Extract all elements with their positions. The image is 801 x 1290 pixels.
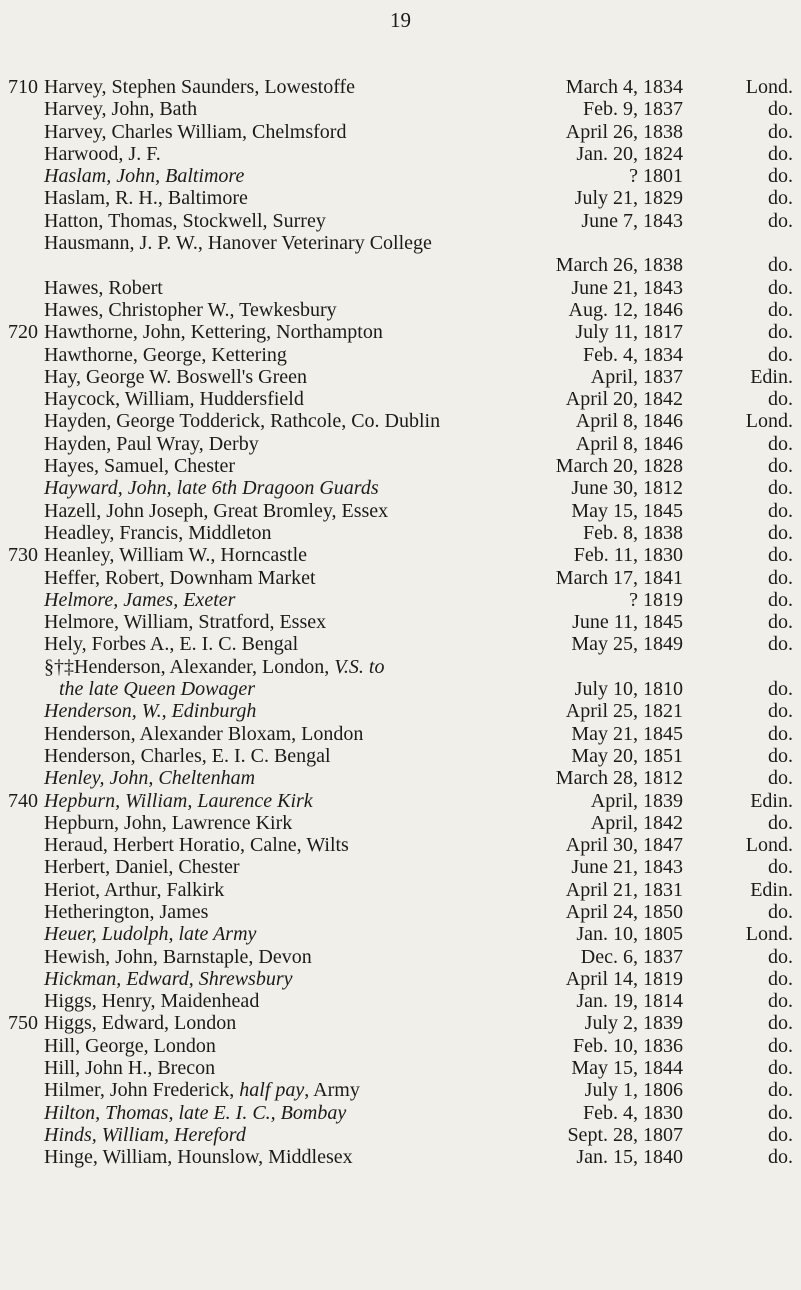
entry-number: 710 [8,76,38,98]
entry-date: Sept. 28, 1807 [567,1123,683,1146]
entry-name: Herbert, Daniel, Chester [44,856,240,879]
entry-name: Hawthorne, John, Kettering, Northampton [44,321,383,344]
entry-origin: do. [768,388,793,411]
entry-origin: do. [768,209,793,232]
entry-origin: do. [768,1123,793,1146]
entry-origin: do. [768,455,793,478]
entry-origin: Lond. [745,923,793,946]
entry-date: July 10, 1810 [574,678,683,701]
entry-date: May 15, 1844 [571,1057,683,1080]
entry-date: April 8, 1846 [575,410,683,433]
entry-name: Henderson, W., Edinburgh [44,700,257,723]
register-entry [0,76,801,98]
register-entry [0,388,801,410]
entry-origin: do. [768,967,793,990]
entry-name: Hatton, Thomas, Stockwell, Surrey [44,209,326,232]
register-entry [0,923,801,945]
entry-origin: do. [768,120,793,143]
entry-origin: do. [768,900,793,923]
entry-name: Hely, Forbes A., E. I. C. Bengal [44,633,299,656]
page-number: 19 [390,8,411,32]
entry-date: May 25, 1849 [571,633,683,656]
entry-origin: do. [768,767,793,790]
register-entry [0,567,801,589]
entry-origin: do. [768,811,793,834]
entry-date: July 2, 1839 [584,1012,683,1035]
entry-name: Hilton, Thomas, late E. I. C., Bombay [44,1101,347,1124]
entry-name: Haslam, R. H., Baltimore [44,187,248,210]
register-list [0,76,801,1169]
register-entry [0,723,801,745]
entry-date: April, 1837 [590,365,683,388]
entry-date: March 28, 1812 [555,767,683,790]
register-entry [0,812,801,834]
entry-name: Hilmer, John Frederick, half pay, Army [44,1079,360,1102]
entry-origin: do. [768,477,793,500]
entry-date: June 21, 1843 [571,856,683,879]
entry-name: Hawthorne, George, Kettering [44,343,287,366]
entry-date: Aug. 12, 1846 [568,298,683,321]
register-entry [0,433,801,455]
entry-date: April 14, 1819 [565,967,683,990]
entry-date: Jan. 15, 1840 [576,1146,683,1169]
entry-origin: do. [768,700,793,723]
entry-date: April 26, 1838 [565,120,683,143]
entry-date: March 20, 1828 [555,455,683,478]
entry-origin: do. [768,98,793,121]
entry-origin: do. [768,521,793,544]
entry-date: April 25, 1821 [565,700,683,723]
entry-name: Hewish, John, Barnstaple, Devon [44,945,312,968]
register-entry [0,410,801,432]
entry-name: Harvey, John, Bath [44,98,198,121]
entry-name: Hay, George W. Boswell's Green [44,365,307,388]
entry-origin: Edin. [750,789,793,812]
entry-date: April 21, 1831 [565,878,683,901]
register-entry [0,611,801,633]
entry-name: Hayes, Samuel, Chester [44,455,236,478]
register-entry [0,1057,801,1079]
register-entry [0,678,801,700]
entry-date: Feb. 11, 1830 [573,544,683,567]
entry-date: April, 1839 [590,789,683,812]
entry-name: Hausmann, J. P. W., Hanover Veterinary College [44,232,432,255]
entry-date: Feb. 10, 1836 [573,1034,683,1057]
register-entry [0,1146,801,1168]
entry-origin: do. [768,1034,793,1057]
entry-name: Helmore, James, Exeter [44,588,236,611]
entry-name: Haslam, John, Baltimore [44,165,245,188]
register-entry [0,143,801,165]
entry-name: Hawes, Robert [44,276,163,299]
entry-date: May 15, 1845 [571,499,683,522]
register-entry [0,1124,801,1146]
entry-name: Henley, John, Cheltenham [44,767,256,790]
entry-date: Jan. 20, 1824 [576,142,683,165]
register-entry [0,277,801,299]
entry-origin: do. [768,1101,793,1124]
entry-number: 730 [8,544,38,567]
entry-name: Heffer, Robert, Downham Market [44,566,316,589]
entry-date: July 1, 1806 [584,1079,683,1102]
entry-name: Hinge, William, Hounslow, Middlesex [44,1146,353,1169]
entry-name: Haycock, William, Huddersfield [44,388,304,411]
entry-origin: do. [768,1057,793,1080]
register-entry [0,299,801,321]
entry-name: Higgs, Henry, Maidenhead [44,990,260,1013]
entry-date: June 11, 1845 [572,611,683,634]
entry-number: 720 [8,321,38,344]
entry-name: Hayward, John, late 6th Dragoon Guards [44,477,379,500]
register-entry [0,879,801,901]
entry-origin: do. [768,588,793,611]
entry-date: Dec. 6, 1837 [580,945,683,968]
entry-name: Harvey, Charles William, Chelmsford [44,120,347,143]
register-entry [0,1079,801,1101]
entry-date: May 21, 1845 [571,722,683,745]
register-entry [0,232,801,254]
entry-origin: do. [768,990,793,1013]
entry-date: March 4, 1834 [565,76,683,98]
entry-name: Harvey, Stephen Saunders, Lowestoffe [44,76,356,98]
entry-date: April 8, 1846 [575,432,683,455]
register-entry [0,589,801,611]
entry-origin: do. [768,165,793,188]
register-entry [0,901,801,923]
register-entry [0,767,801,789]
register-entry [0,210,801,232]
entry-date: Feb. 8, 1838 [583,521,683,544]
entry-origin: Lond. [745,410,793,433]
entry-date: April 20, 1842 [565,388,683,411]
register-entry [0,745,801,767]
entry-name: Higgs, Edward, London [44,1012,237,1035]
register-entry [0,165,801,187]
register-entry [0,344,801,366]
register-entry [0,98,801,120]
entry-origin: do. [768,321,793,344]
entry-date: July 11, 1817 [575,321,683,344]
register-entry [0,477,801,499]
entry-origin: do. [768,1079,793,1102]
entry-name: §†‡Henderson, Alexander, London, V.S. to [44,655,385,678]
register-entry [0,633,801,655]
entry-origin: do. [768,633,793,656]
entry-name: Heanley, William W., Horncastle [44,544,308,567]
register-entry [0,500,801,522]
entry-name: Heraud, Herbert Horatio, Calne, Wilts [44,834,349,857]
entry-name: Hepburn, William, Laurence Kirk [44,789,313,812]
entry-number: 740 [8,789,38,812]
entry-origin: do. [768,856,793,879]
register-entry [0,834,801,856]
entry-origin: do. [768,722,793,745]
entry-name: Harwood, J. F. [44,142,161,165]
register-entry [0,990,801,1012]
register-entry [0,856,801,878]
entry-date: April 24, 1850 [565,900,683,923]
entry-date: Feb. 9, 1837 [583,98,683,121]
register-entry [0,544,801,566]
entry-date: March 17, 1841 [555,566,683,589]
entry-origin: do. [768,744,793,767]
entry-origin: do. [768,544,793,567]
entry-name: Hetherington, James [44,900,209,923]
entry-name: Headley, Francis, Middleton [44,521,272,544]
entry-origin: Edin. [750,365,793,388]
entry-name: Hawes, Christopher W., Tewkesbury [44,298,337,321]
entry-number: 750 [8,1012,38,1035]
entry-origin: do. [768,678,793,701]
entry-origin: do. [768,1012,793,1035]
entry-name: Hickman, Edward, Shrewsbury [44,967,293,990]
register-entry [0,321,801,343]
register-entry [0,522,801,544]
entry-origin: do. [768,1146,793,1169]
entry-name: Hazell, John Joseph, Great Bromley, Essex [44,499,389,522]
entry-origin: do. [768,142,793,165]
register-entry [0,254,801,276]
entry-origin: do. [768,499,793,522]
register-entry [0,1012,801,1034]
entry-origin: Edin. [750,878,793,901]
entry-name: Hayden, Paul Wray, Derby [44,432,259,455]
entry-date: May 20, 1851 [571,744,683,767]
entry-name: Helmore, William, Stratford, Essex [44,611,327,634]
entry-name: Henderson, Alexander Bloxam, London [44,722,364,745]
register-entry [0,1035,801,1057]
register-entry [0,187,801,209]
register-entry [0,700,801,722]
entry-date: Feb. 4, 1834 [583,343,683,366]
entry-origin: do. [768,298,793,321]
entry-date: Jan. 10, 1805 [576,923,683,946]
entry-origin: Lond. [745,834,793,857]
entry-date: ? 1819 [629,588,683,611]
register-entry [0,366,801,388]
entry-name: Hayden, George Todderick, Rathcole, Co. Dublin [44,410,441,433]
entry-origin: do. [768,611,793,634]
entry-origin: do. [768,945,793,968]
register-entry [0,790,801,812]
register-entry [0,455,801,477]
entry-date: April 30, 1847 [565,834,683,857]
entry-origin: do. [768,566,793,589]
entry-date: June 30, 1812 [571,477,683,500]
entry-origin: do. [768,432,793,455]
entry-date: July 21, 1829 [574,187,683,210]
entry-name: Hill, John H., Brecon [44,1057,216,1080]
entry-date: June 21, 1843 [571,276,683,299]
entry-date: June 7, 1843 [581,209,683,232]
entry-origin: Lond. [745,76,793,98]
entry-name: Hinds, William, Hereford [44,1123,246,1146]
register-entry [0,1102,801,1124]
register-entry [0,656,801,678]
entry-date: Feb. 4, 1830 [583,1101,683,1124]
register-entry [0,946,801,968]
entry-name: Hill, George, London [44,1034,216,1057]
entry-origin: do. [768,187,793,210]
register-entry [0,968,801,990]
entry-name: Henderson, Charles, E. I. C. Bengal [44,744,331,767]
entry-origin: do. [768,276,793,299]
entry-date: Jan. 19, 1814 [576,990,683,1013]
entry-name: Heriot, Arthur, Falkirk [44,878,225,901]
entry-date: ? 1801 [629,165,683,188]
entry-date: April, 1842 [590,811,683,834]
entry-origin: do. [768,343,793,366]
entry-name: the late Queen Dowager [59,678,256,701]
entry-date: March 26, 1838 [555,254,683,277]
entry-name: Heuer, Ludolph, late Army [44,923,257,946]
register-entry [0,121,801,143]
entry-name: Hepburn, John, Lawrence Kirk [44,811,293,834]
entry-origin: do. [768,254,793,277]
